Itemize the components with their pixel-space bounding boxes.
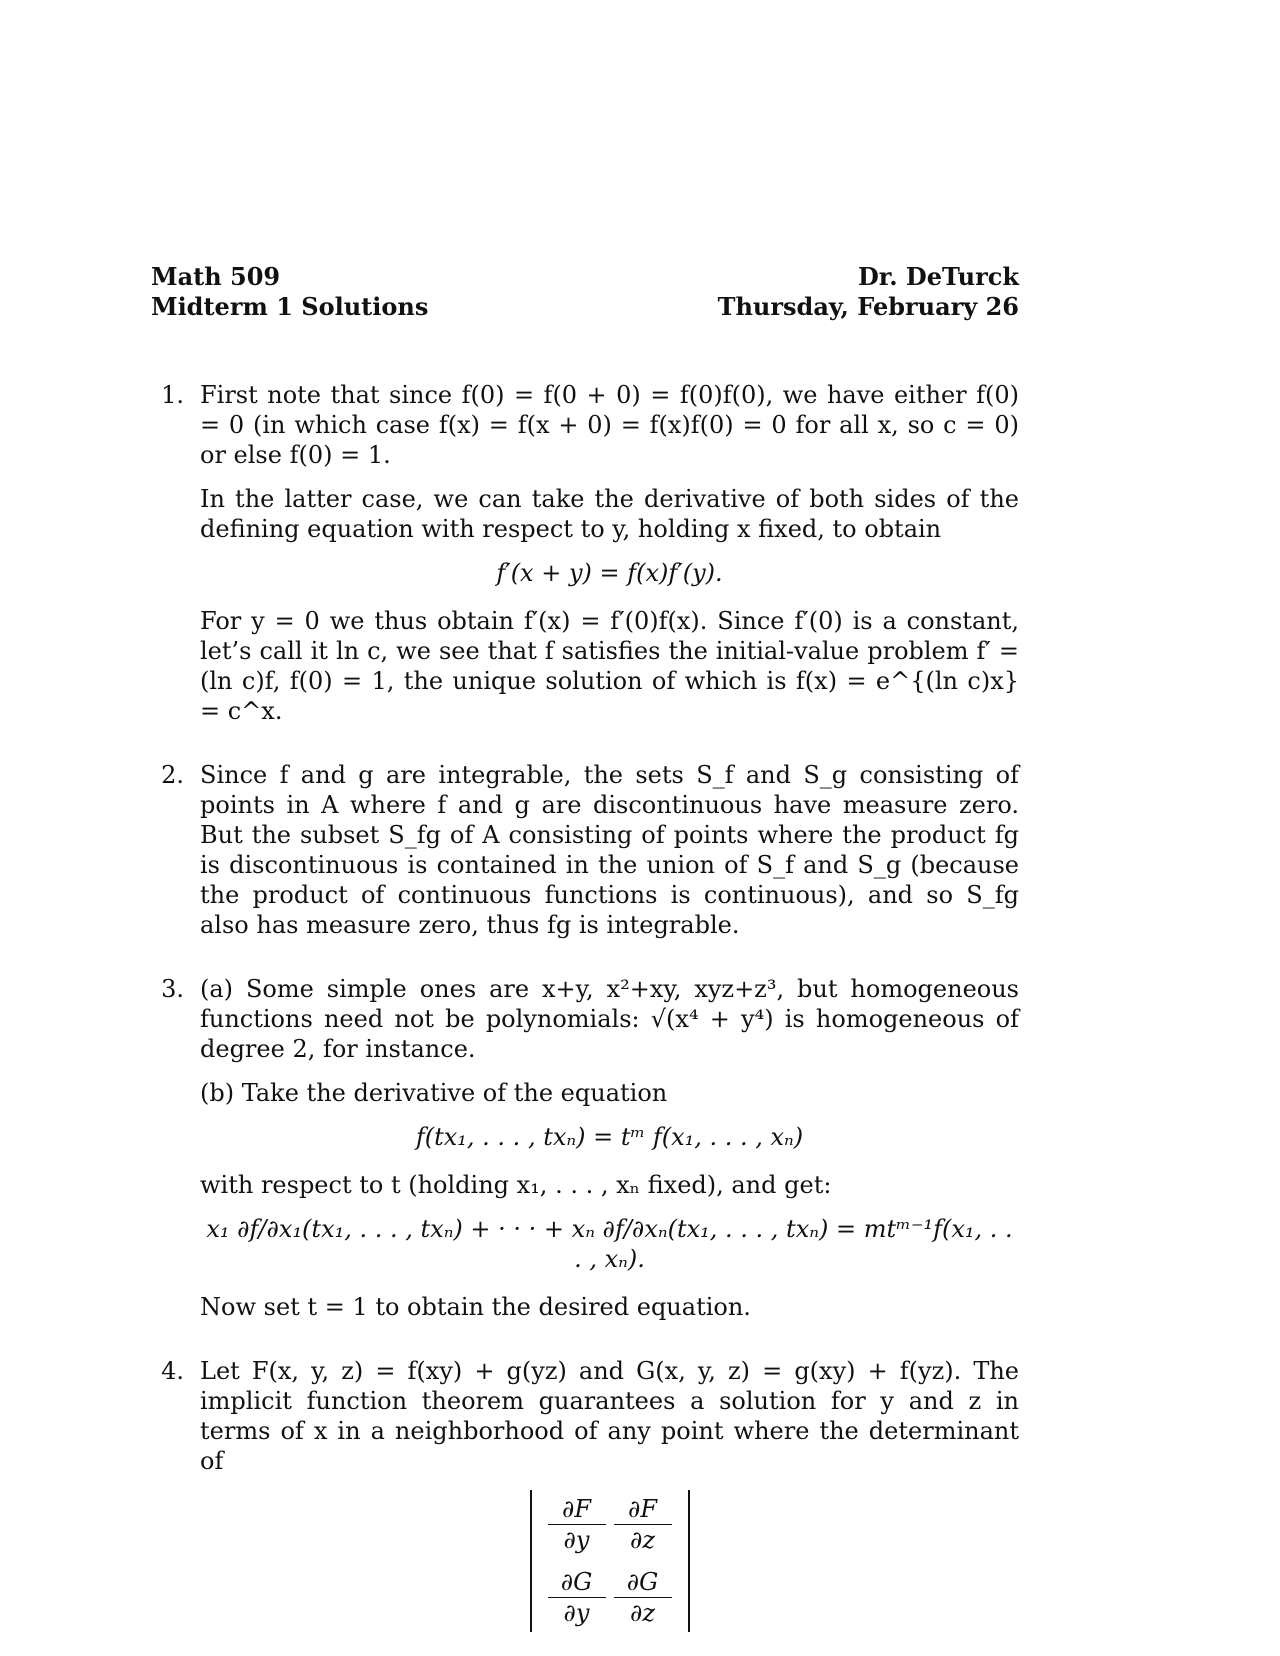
problem-paragraph: (b) Take the derivative of the equation bbox=[200, 1079, 668, 1107]
problem-paragraph: In the latter case, we can take the derivative of both sides of the defining equation with respect to y, holding x fixed, to obtain bbox=[200, 485, 1019, 543]
problem-number: 2. bbox=[161, 761, 184, 789]
problem-paragraph: Let F(x, y, z) = f(xy) + g(yz) and G(x, y, z) = g(xy) + f(yz). The implicit function theorem guarantees a solution for y and z in terms of x in a neighborhood of any point where the determinant of bbox=[200, 1357, 1019, 1475]
problem-number: 4. bbox=[161, 1357, 184, 1385]
problem-1 bbox=[151, 380, 1019, 740]
problem-paragraph: First note that since f(0) = f(0 + 0) = f(0)f(0), we have either f(0) = 0 (in which case f(x) = f(x + 0) = f(x)f(0) = 0 for all x, so c = 0) or else f(0) = 1. bbox=[200, 381, 1019, 469]
problem-paragraph: Since f and g are integrable, the sets S_f and S_g consisting of points in A where f and g are discontinuous have measure zero. But the subset S_fg of A consisting of points where the product fg is discontinuous is contained in the union of S_f and S_g (because the product of continuous functions is continuous), and so S_fg also has measure zero, thus fg is integrable. bbox=[200, 761, 1019, 939]
matrix-entry: $\frac{\partial F}{\partial z}$ bbox=[614, 1494, 672, 1555]
document-header bbox=[151, 262, 1019, 322]
problem-2 bbox=[151, 760, 1019, 954]
course-title: Math 509 bbox=[151, 262, 281, 291]
problem-4 bbox=[151, 1356, 1019, 1632]
problem-paragraph: For y = 0 we thus obtain f′(x) = f′(0)f(x). Since f′(0) is a constant, let’s call it ln c, we see that f satisfies the initial-value problem f′ = (ln c)f, f(0) = 1, the unique solution of which is f(x) = e^{(ln c)x} = c^x. bbox=[200, 607, 1019, 725]
header-left bbox=[151, 262, 428, 322]
problem-paragraph: Now set t = 1 to obtain the desired equation. bbox=[200, 1293, 751, 1321]
problem-paragraph: (a) Some simple ones are x+y, x²+xy, xyz+z³, but homogeneous functions need not be polynomials: √(x⁴ + y⁴) is homogeneous of degree 2, for instance. bbox=[200, 975, 1019, 1063]
display-equation: f(tx₁, . . . , txₙ) = tᵐ f(x₁, . . . , xₙ) bbox=[415, 1123, 804, 1151]
problem-number: 3. bbox=[161, 975, 184, 1003]
problem-3 bbox=[151, 974, 1019, 1336]
exam-title: Midterm 1 Solutions bbox=[151, 292, 429, 321]
matrix-entry: $\frac{\partial G}{\partial y}$ bbox=[548, 1567, 606, 1628]
instructor-name: Dr. DeTurck bbox=[857, 262, 1019, 291]
problem-paragraph: with respect to t (holding x₁, . . . , xₙ fixed), and get: bbox=[200, 1171, 832, 1199]
problem-number: 1. bbox=[161, 381, 184, 409]
header-right bbox=[718, 262, 1019, 322]
jacobian-matrix bbox=[200, 1490, 1019, 1632]
problem-list bbox=[151, 380, 1019, 1632]
matrix-entry: $\frac{\partial F}{\partial y}$ bbox=[548, 1494, 606, 1555]
display-equation: x₁ ∂f/∂x₁(tx₁, . . . , txₙ) + · · · + xₙ ∂f/∂xₙ(tx₁, . . . , txₙ) = mtᵐ⁻¹f(x₁, . . . , xₙ). bbox=[206, 1215, 1013, 1273]
matrix-entry: $\frac{\partial G}{\partial z}$ bbox=[614, 1567, 672, 1628]
display-equation: f′(x + y) = f(x)f′(y). bbox=[496, 559, 723, 587]
exam-date: Thursday, February 26 bbox=[717, 292, 1019, 321]
document-page bbox=[151, 262, 1019, 1652]
